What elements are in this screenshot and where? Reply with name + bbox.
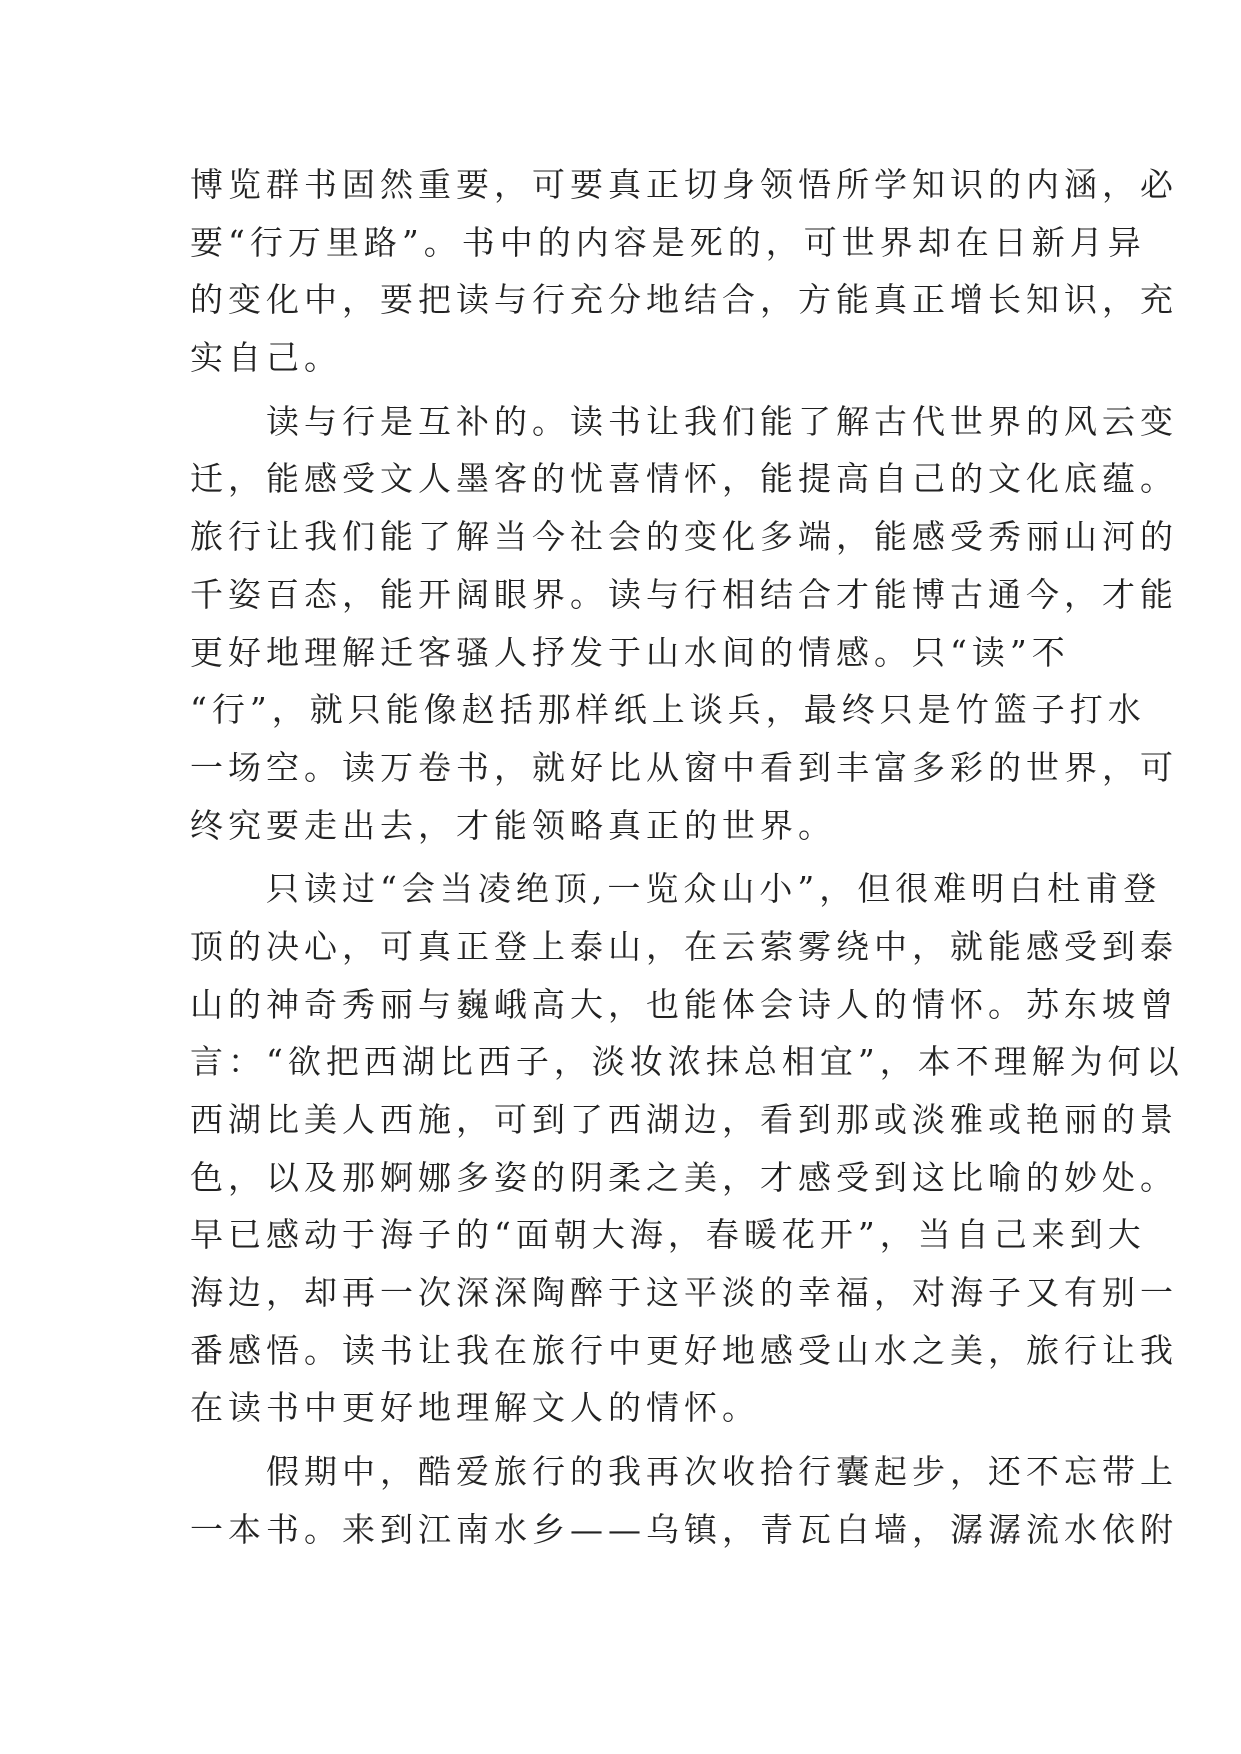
text-line: 西湖比美人西施，可到了西湖边，看到那或淡雅或艳丽的景: [190, 1100, 1178, 1139]
text-line: 读与行是互补的。读书让我们能了解古代世界的风云变: [190, 401, 1178, 441]
text-line: 更好地理解迁客骚人抒发于山水间的情感。只“读”不: [190, 632, 1070, 672]
text-line: 的变化中，要把读与行充分地结合，方能真正增长知识，充: [190, 280, 1178, 320]
paragraph-1: [190, 156, 1178, 387]
text-line: 迁，能感受文人墨客的忧喜情怀，能提高自己的文化底蕴。: [190, 459, 1178, 499]
paragraph-3: [190, 860, 1184, 1437]
text-line: 一本书。来到江南水乡——乌镇，青瓦白墙，潺潺流水依附: [190, 1509, 1178, 1549]
text-line: “行”，就只能像赵括那样纸上谈兵，最终只是竹篮子打水: [190, 690, 1146, 730]
text-line: 实自己。: [190, 338, 342, 378]
text-line: 旅行让我们能了解当今社会的变化多端，能感受秀丽山河的: [190, 517, 1178, 557]
text-line: 色，以及那婀娜多姿的阴柔之美，才感受到这比喻的妙处。: [190, 1157, 1178, 1197]
text-line: 海边，却再一次深深陶醉于这平淡的幸福，对海子又有别一: [190, 1273, 1178, 1313]
text-line: 只读过“会当凌绝顶,一览众山小”，但很难明白杜甫登: [190, 869, 1162, 909]
text-line: 假期中，酷爱旅行的我再次收拾行囊起步，还不忘带上: [190, 1452, 1178, 1492]
text-line: 言：“欲把西湖比西子，淡妆浓抹总相宜”，本不理解为何以: [190, 1042, 1184, 1082]
text-line: 山的神奇秀丽与巍峨高大，也能体会诗人的情怀。苏东坡曾: [190, 984, 1178, 1024]
text-line: 终究要走出去，才能领略真正的世界。: [190, 805, 836, 845]
paragraph-2: [190, 393, 1178, 855]
text-line: 顶的决心，可真正登上泰山，在云萦雾绕中，就能感受到泰: [190, 926, 1178, 966]
text-line: 在读书中更好地理解文人的情怀。: [190, 1388, 760, 1428]
text-line: 一场空。读万卷书，就好比从窗中看到丰富多彩的世界，可: [190, 747, 1178, 787]
essay-body: [190, 156, 1184, 1559]
text-line: 千姿百态，能开阔眼界。读与行相结合才能博古通今，才能: [190, 574, 1178, 614]
text-line: 早已感动于海子的“面朝大海，春暖花开”，当自己来到大: [190, 1215, 1146, 1255]
paragraph-4: [190, 1443, 1178, 1558]
text-line: 番感悟。读书让我在旅行中更好地感受山水之美，旅行让我: [190, 1330, 1178, 1370]
text-line: 要“行万里路”。书中的内容是死的，可世界却在日新月异: [190, 222, 1146, 262]
text-line: 博览群书固然重要，可要真正切身领悟所学知识的内涵，必: [190, 165, 1178, 204]
